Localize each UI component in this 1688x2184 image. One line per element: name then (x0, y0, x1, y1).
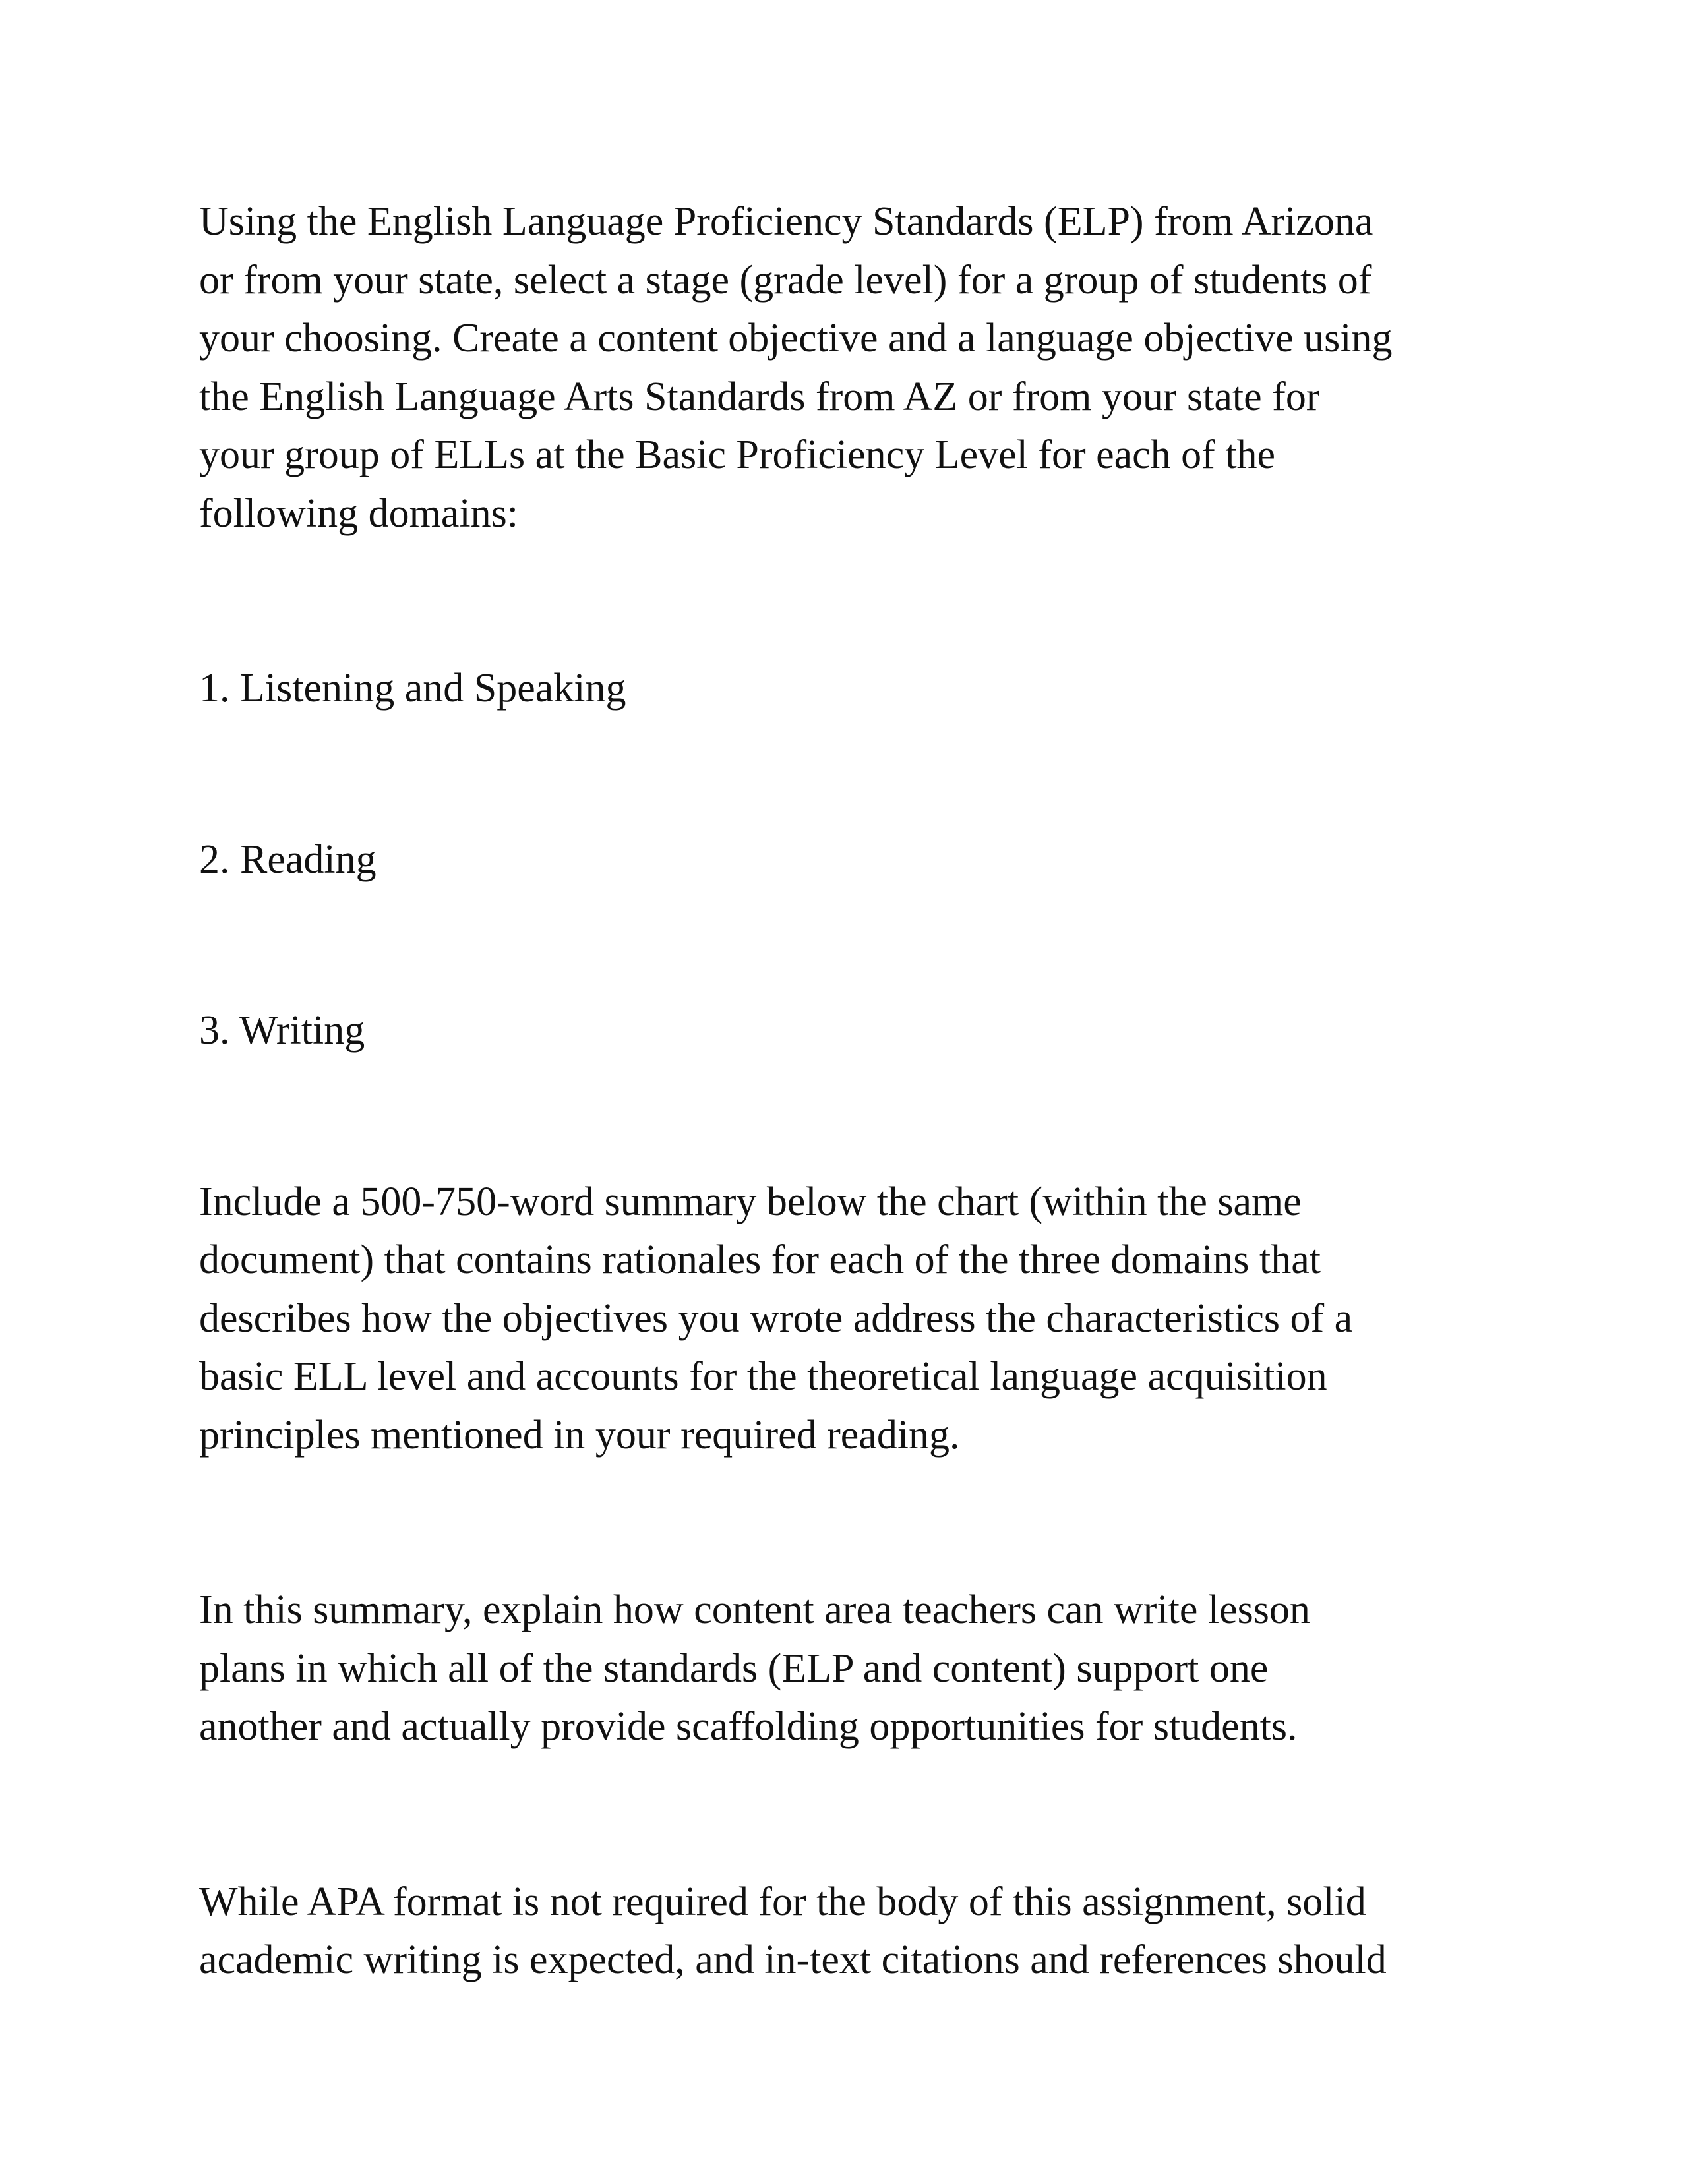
summary-explain-paragraph: In this summary, explain how content area teachers can write lesson plans in which all of the standards (ELP and content) support one another and actually provide scaffolding opportunities for students. (199, 1587, 1310, 1749)
apa-note-paragraph: While APA format is not required for the body of this assignment, solid academic writing is expected, and in-text citations and references should (199, 1879, 1387, 1982)
document-body (199, 192, 1531, 1990)
summary-instructions-paragraph: Include a 500-750-word summary below the chart (within the same document) that contains rationales for each of the three domains that describes how the objectives you wrote address the characteristics of a basic ELL level and accounts for the theoretical language acquisition principles mentioned in your required reading. (199, 1179, 1353, 1458)
intro-paragraph: Using the English Language Proficiency Standards (ELP) from Arizona or from your state, select a stage (grade level) for a group of students of your choosing. Create a content objective and a language objective using the English Language Arts Standards from AZ or from your state for your group of ELLs at the Basic Proficiency Level for each of the following domains: (199, 199, 1393, 536)
domain-item-reading: 2. Reading (199, 837, 377, 882)
domain-item-writing: 3. Writing (199, 1008, 365, 1053)
domain-item-listening-speaking: 1. Listening and Speaking (199, 666, 626, 711)
